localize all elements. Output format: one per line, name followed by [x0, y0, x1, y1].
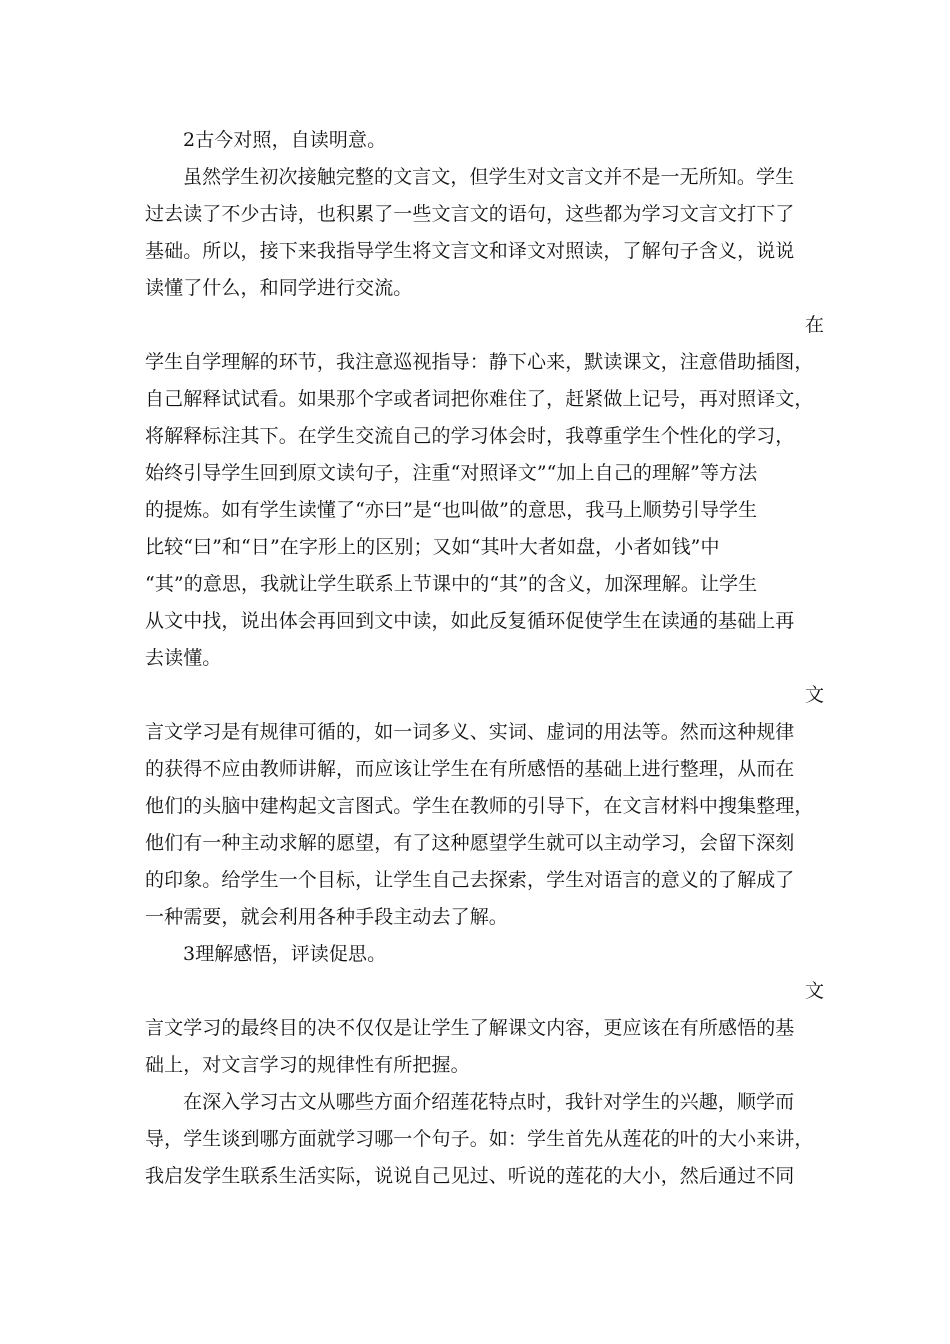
paragraph-line: 言文学习的最终目的决不仅仅是让学生了解课文内容，更应该在有所感悟的基 — [145, 1017, 795, 1039]
paragraph-line: 的印象。给学生一个目标，让学生自己去探索，学生对语言的意义的了解成了 — [145, 869, 795, 891]
heading-3: 3理解感悟，评读促思。 — [183, 943, 387, 965]
paragraph-line: 从文中找，说出体会再回到文中读，如此反复循环促使学生在读通的基础上再 — [145, 610, 795, 632]
paragraph-line: 过去读了不少古诗，也积累了一些文言文的语句，这些都为学习文言文打下了 — [145, 203, 795, 225]
paragraph-line: 础上，对文言学习的规律性有所把握。 — [145, 1054, 470, 1076]
orphan-character: 文 — [804, 684, 824, 706]
paragraph-line: 自己解释试试看。如果那个字或者词把你难住了，赶紧做上记号，再对照译文， — [145, 388, 814, 410]
paragraph-line: 言文学习是有规律可循的，如一词多义、实词、虚词的用法等。然而这种规律 — [145, 721, 795, 743]
paragraph-line: 的提炼。如有学生读懂了“亦曰”是“也叫做”的意思，我马上顺势引导学生 — [145, 499, 758, 521]
paragraph-line: 始终引导学生回到原文读句子，注重“对照译文”“加上自己的理解”等方法 — [145, 462, 758, 484]
paragraph-line: 一种需要，就会利用各种手段主动去了解。 — [145, 906, 508, 928]
orphan-character: 在 — [804, 314, 824, 336]
paragraph-line: “其”的意思，我就让学生联系上节课中的“其”的含义，加深理解。让学生 — [145, 573, 758, 595]
paragraph-line: 虽然学生初次接触完整的文言文，但学生对文言文并不是一无所知。学生 — [183, 166, 795, 188]
paragraph-line: 他们有一种主动求解的愿望，有了这种愿望学生就可以主动学习，会留下深刻 — [145, 832, 795, 854]
paragraph-line: 比较“曰”和“日”在字形上的区别；又如“其叶大者如盘，小者如钱”中 — [145, 536, 720, 558]
paragraph-line: 的获得不应由教师讲解，而应该让学生在有所感悟的基础上进行整理，从而在 — [145, 758, 795, 780]
paragraph-line: 去读懂。 — [145, 647, 222, 669]
paragraph-line: 我启发学生联系生活实际，说说自己见过、听说的莲花的大小，然后通过不同 — [145, 1165, 795, 1187]
paragraph-line: 将解释标注其下。在学生交流自己的学习体会时，我尊重学生个性化的学习， — [145, 425, 795, 447]
paragraph-line: 学生自学理解的环节，我注意巡视指导：静下心来，默读课文，注意借助插图， — [145, 351, 814, 373]
orphan-character: 文 — [804, 980, 824, 1002]
paragraph-line: 导，学生谈到哪方面就学习哪一个句子。如：学生首先从莲花的叶的大小来讲， — [145, 1128, 814, 1150]
paragraph-line: 基础。所以，接下来我指导学生将文言文和译文对照读，了解句子含义，说说 — [145, 240, 795, 262]
paragraph-line: 他们的头脑中建构起文言图式。学生在教师的引导下，在文言材料中搜集整理， — [145, 795, 814, 817]
paragraph-line: 在深入学习古文从哪些方面介绍莲花特点时，我针对学生的兴趣，顺学而 — [183, 1091, 795, 1113]
paragraph-line: 读懂了什么，和同学进行交流。 — [145, 277, 413, 299]
heading-2: 2古今对照，自读明意。 — [183, 129, 387, 151]
